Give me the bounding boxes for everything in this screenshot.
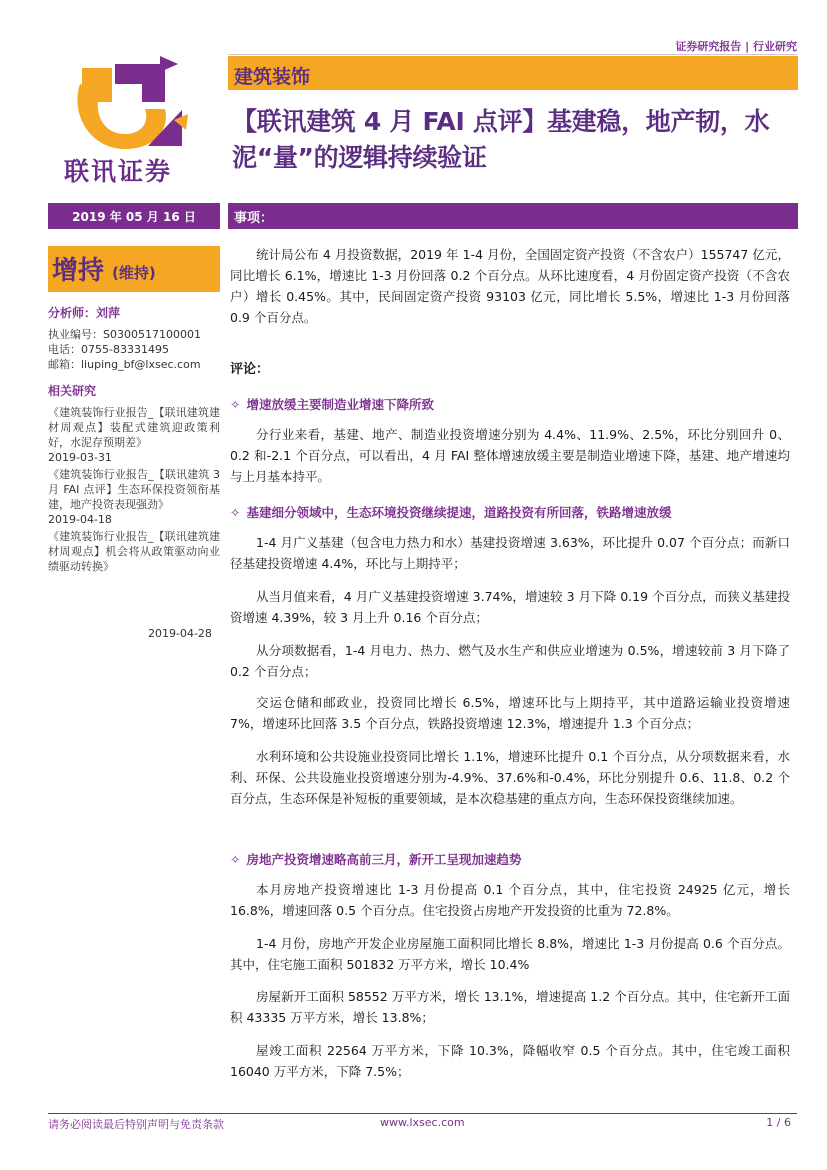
analyst-email: 邮箱：liuping_bf@lxsec.com <box>48 358 201 371</box>
body-paragraph: 1-4 月份，房地产开发企业房屋施工面积同比增长 8.8%，增速比 1-3 月份提高 0.6 个百分点。其中，住宅施工面积 501832 万平方米，增长 10.4% <box>230 936 790 972</box>
report-title: 【联讯建筑 4 月 FAI 点评】基建稳，地产韧，水泥“量”的逻辑持续验证 <box>232 107 770 172</box>
diamond-bullet-icon: ✧ <box>230 852 241 867</box>
section-heading <box>230 395 434 413</box>
related-research-title[interactable]: 《建筑装饰行业报告_【联讯建筑建材周观点】装配式建筑迎政策利好，水泥存预期差》 <box>48 406 220 449</box>
body-paragraph: 屋竣工面积 22564 万平方米，下降 10.3%，降幅收窄 0.5 个百分点。其中，住宅竣工面积 16040 万平方米，下降 7.5%； <box>230 1043 790 1079</box>
footer-disclaimer[interactable]: 请务必阅读最后特别声明与免责条款 <box>48 1118 224 1131</box>
header-rule <box>228 54 797 55</box>
body-paragraph: 从分项数据看，1-4 月电力、热力、燃气及水生产和供应业增速为 0.5%，增速较前 3 月下降了 0.2 个百分点； <box>230 643 790 679</box>
section-heading <box>230 850 522 868</box>
diamond-bullet-icon: ✧ <box>230 505 241 520</box>
related-research-title[interactable]: 《建筑装饰行业报告_【联讯建筑 3 月 FAI 点评】生态环保投资领衔基建，地产投资表现强劲》 <box>48 468 220 511</box>
section-title: 基建细分领域中，生态环境投资继续提速，道路投资有所回落，铁路增速放缓 <box>246 505 672 520</box>
diamond-bullet-icon: ✧ <box>230 397 241 412</box>
body-paragraph: 从当月值来看，4 月广义基建投资增速 3.74%，增速较 3 月下降 0.19 个百分点，而狭义基建投资增速 4.39%，较 3 月上升 0.16 个百分点； <box>230 589 790 625</box>
related-research-list <box>48 405 220 574</box>
section-title: 增速放缓主要制造业增速下降所致 <box>246 397 434 412</box>
page-number: 1 / 6 <box>766 1116 791 1129</box>
body-paragraph: 1-4 月广义基建（包含电力热力和水）基建投资增速 3.63%，环比提升 0.07 个百分点；而新口径基建投资增速 4.4%，环比与上期持平； <box>230 535 790 571</box>
issue-heading: 事项： <box>234 211 274 226</box>
report-date: 2019 年 05 月 16 日 <box>72 210 196 224</box>
body-paragraph: 水利环境和公共设施业投资同比增长 1.1%，增速环比提升 0.1 个百分点，从分项数据来看，水利、环保、公共设施业投资增速分别为-4.9%、37.6%和-0.4%，环比分别提升 0.6、11.8、0.2 个百分点，生态环保是补短板的重要领域，是本次稳基建的重点方向，生态环保投资继续加速。 <box>230 749 790 806</box>
related-research-date: 2019-04-28 <box>148 627 212 640</box>
report-type-tag: 证券研究报告 | 行业研究 <box>675 40 797 53</box>
related-research-heading: 相关研究 <box>48 384 97 398</box>
body-paragraph: 交运仓储和邮政业，投资同比增长 6.5%，增速环比与上期持平，其中道路运输业投资增速 7%，增速环比回落 3.5 个百分点，铁路投资增速 12.3%，增速提升 1.3 个百分点； <box>230 695 790 731</box>
logo-wordmark: 联讯证券 <box>64 157 173 186</box>
issue-heading-bar <box>228 203 798 229</box>
analyst-phone: 电话：0755-83331495 <box>48 343 169 356</box>
analyst-name: 分析师：刘萍 <box>48 306 121 320</box>
related-research-date: 2019-04-18 <box>48 513 112 526</box>
analyst-license: 执业编号：S0300517100001 <box>48 328 201 341</box>
issue-paragraph: 统计局公布 4 月投资数据，2019 年 1-4 月份，全国固定资产投资（不含农户）155747 亿元，同比增长 6.1%，增速比 1-3 月份回落 0.2 个百分点。从环比速度看，4 月份固定资产投资（不含农户）增长 0.45%。其中，民间固定资产投资 93103 亿元，同比增长 5.5%，增速比 1-3 月份回落 0.9 个百分点。 <box>230 247 790 325</box>
footer-website[interactable]: www.lxsec.com <box>380 1116 465 1129</box>
body-paragraph: 房屋新开工面积 58552 万平方米，增长 13.1%，增速提高 1.2 个百分点。其中，住宅新开工面积 43335 万平方米，增长 13.8%； <box>230 989 790 1025</box>
section-title: 房地产投资增速略高前三月，新开工呈现加速趋势 <box>246 852 522 867</box>
related-research-date: 2019-03-31 <box>48 451 112 464</box>
rating-value: 增持 <box>52 256 105 286</box>
rating-qualifier: (维持) <box>112 264 156 282</box>
sector-label: 建筑装饰 <box>234 66 311 88</box>
footer-rule <box>48 1113 797 1114</box>
body-paragraph: 分行业来看，基建、地产、制造业投资增速分别为 4.4%、11.9%、2.5%，环比分别回升 0、0.2 和-2.1 个百分点，可以看出，4 月 FAI 整体增速放缓主要是制造业增速下降，基建、地产增速均与上月基本持平。 <box>230 427 790 484</box>
sector-bar <box>228 56 798 90</box>
comments-heading: 评论： <box>230 362 270 377</box>
analyst-contact <box>48 327 220 372</box>
body-paragraph: 本月房地产投资增速比 1-3 月份提高 0.1 个百分点，其中，住宅投资 24925 亿元，增长 16.8%，增速回落 0.5 个百分点。住宅投资占房地产开发投资的比重为 72.8%。 <box>230 882 790 918</box>
related-research-title[interactable]: 《建筑装饰行业报告_【联讯建筑建材周观点】机会将从政策驱动向业绩驱动转换》 <box>48 530 220 573</box>
section-heading <box>230 503 672 521</box>
